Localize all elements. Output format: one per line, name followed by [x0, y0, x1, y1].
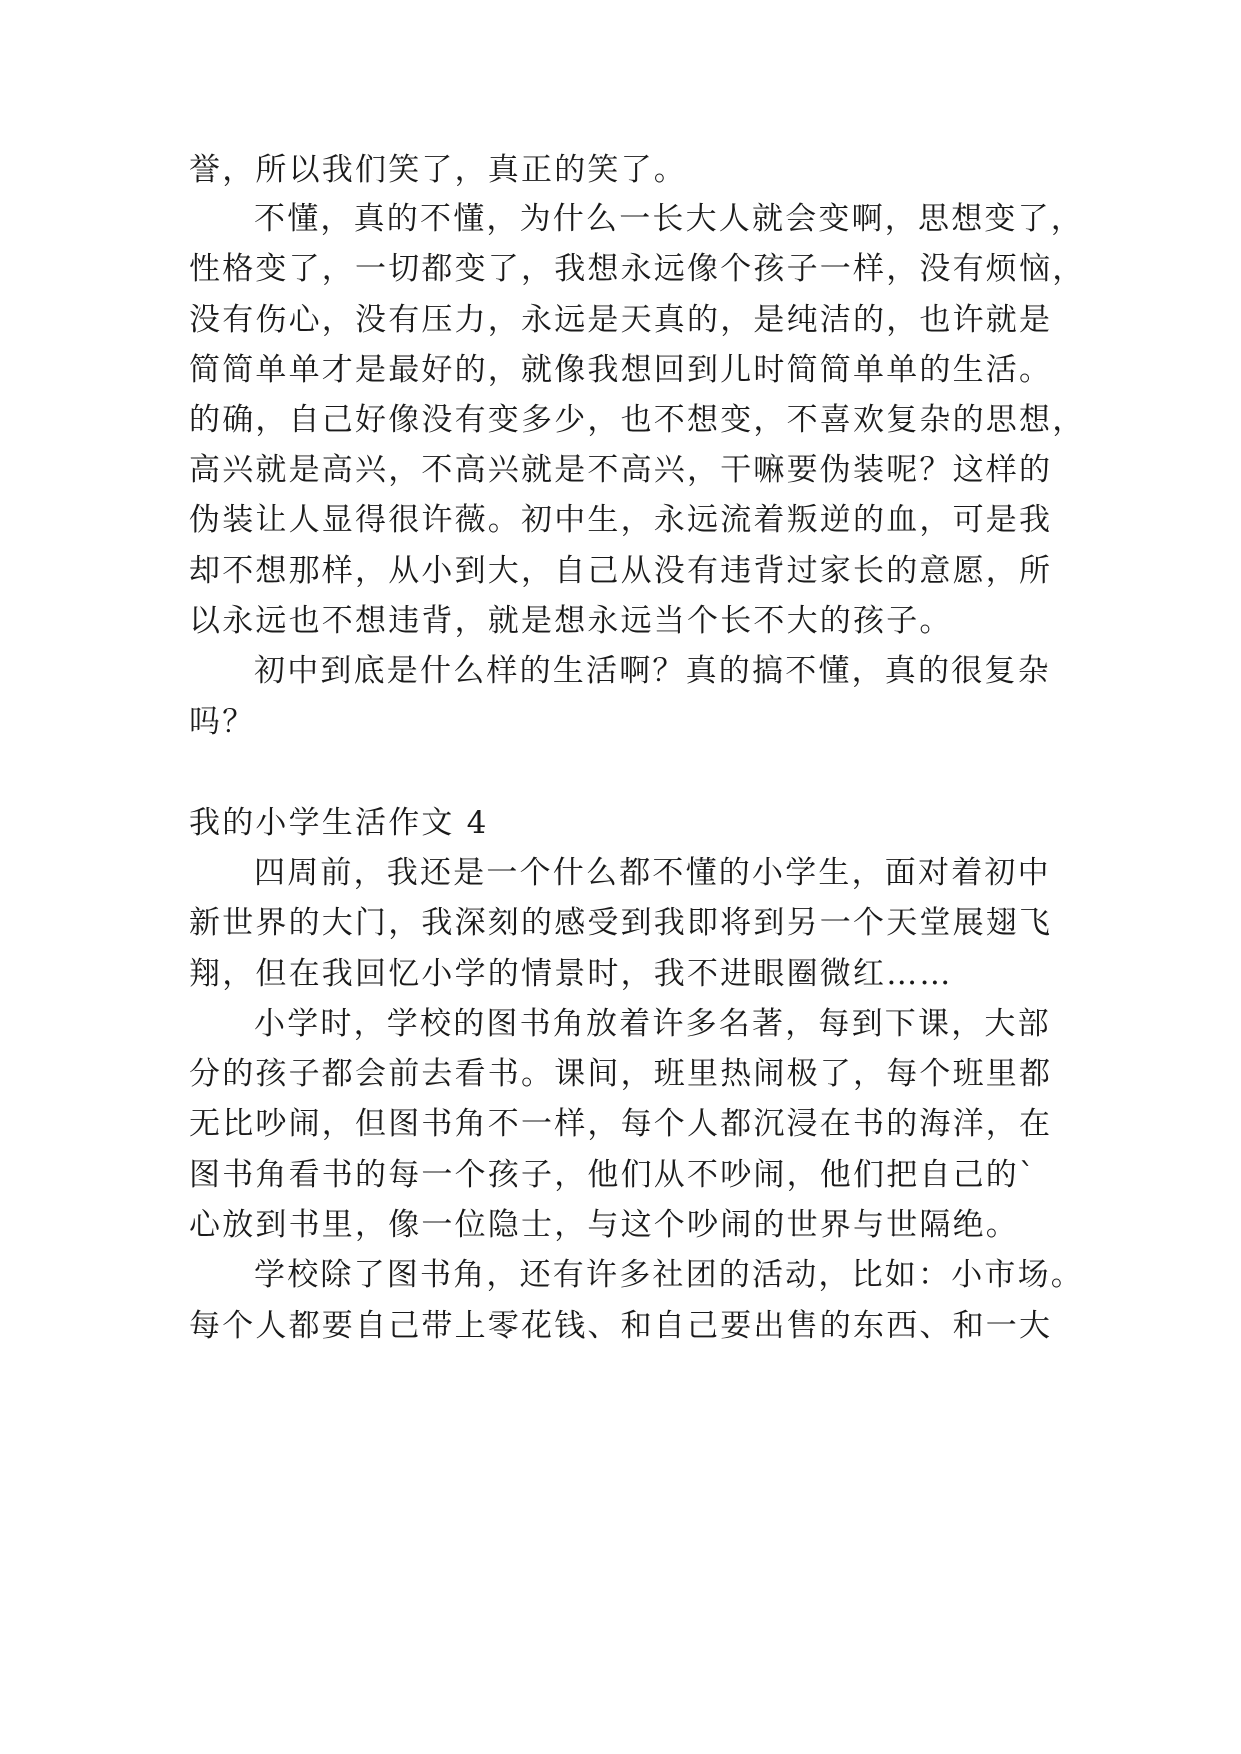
paragraph-line: 伪装让人显得很许薇。初中生，永远流着叛逆的血，可是我 [189, 502, 1053, 538]
paragraph-line: 图书角看书的每一个孩子，他们从不吵闹，他们把自己的` [189, 1157, 1037, 1193]
paragraph-line: 却不想那样，从小到大，自己从没有违背过家长的意愿，所 [189, 553, 1053, 589]
paragraph-line: 小学时，学校的图书角放着许多名著，每到下课，大部 [254, 1006, 1051, 1042]
section-heading: 我的小学生活作文 4 [189, 805, 489, 841]
paragraph-line: 以永远也不想违背，就是想永远当个长不大的孩子。 [189, 603, 953, 639]
paragraph-line: 四周前，我还是一个什么都不懂的小学生，面对着初中 [254, 855, 1051, 891]
paragraph-line: 的确，自己好像没有变多少，也不想变，不喜欢复杂的思想， [189, 402, 1086, 438]
paragraph-line: 誉，所以我们笑了，真正的笑了。 [189, 152, 687, 188]
paragraph-line: 没有伤心，没有压力，永远是天真的，是纯洁的，也许就是 [189, 302, 1053, 338]
paragraph-line: 吗？ [189, 704, 256, 740]
paragraph-line: 高兴就是高兴，不高兴就是不高兴，干嘛要伪装呢？这样的 [189, 452, 1053, 488]
paragraph-line: 新世界的大门，我深刻的感受到我即将到另一个天堂展翅飞 [189, 905, 1053, 941]
paragraph-line: 初中到底是什么样的生活啊？真的搞不懂，真的很复杂 [254, 653, 1051, 689]
paragraph-line: 无比吵闹，但图书角不一样，每个人都沉浸在书的海洋，在 [189, 1106, 1053, 1142]
paragraph-line: 分的孩子都会前去看书。课间，班里热闹极了，每个班里都 [189, 1056, 1053, 1092]
paragraph-line: 心放到书里，像一位隐士，与这个吵闹的世界与世隔绝。 [189, 1207, 1019, 1243]
paragraph-line: 简简单单才是最好的，就像我想回到儿时简简单单的生活。 [189, 352, 1053, 388]
paragraph-line: 性格变了，一切都变了，我想永远像个孩子一样，没有烦恼， [189, 251, 1086, 287]
paragraph-line: 学校除了图书角，还有许多社团的活动，比如：小市场。 [254, 1257, 1084, 1293]
paragraph-line: 每个人都要自己带上零花钱、和自己要出售的东西、和一大 [189, 1308, 1053, 1344]
paragraph-line: 翔，但在我回忆小学的情景时，我不进眼圈微红…… [189, 956, 953, 992]
paragraph-line: 不懂，真的不懂，为什么一长大人就会变啊，思想变了， [254, 201, 1084, 237]
